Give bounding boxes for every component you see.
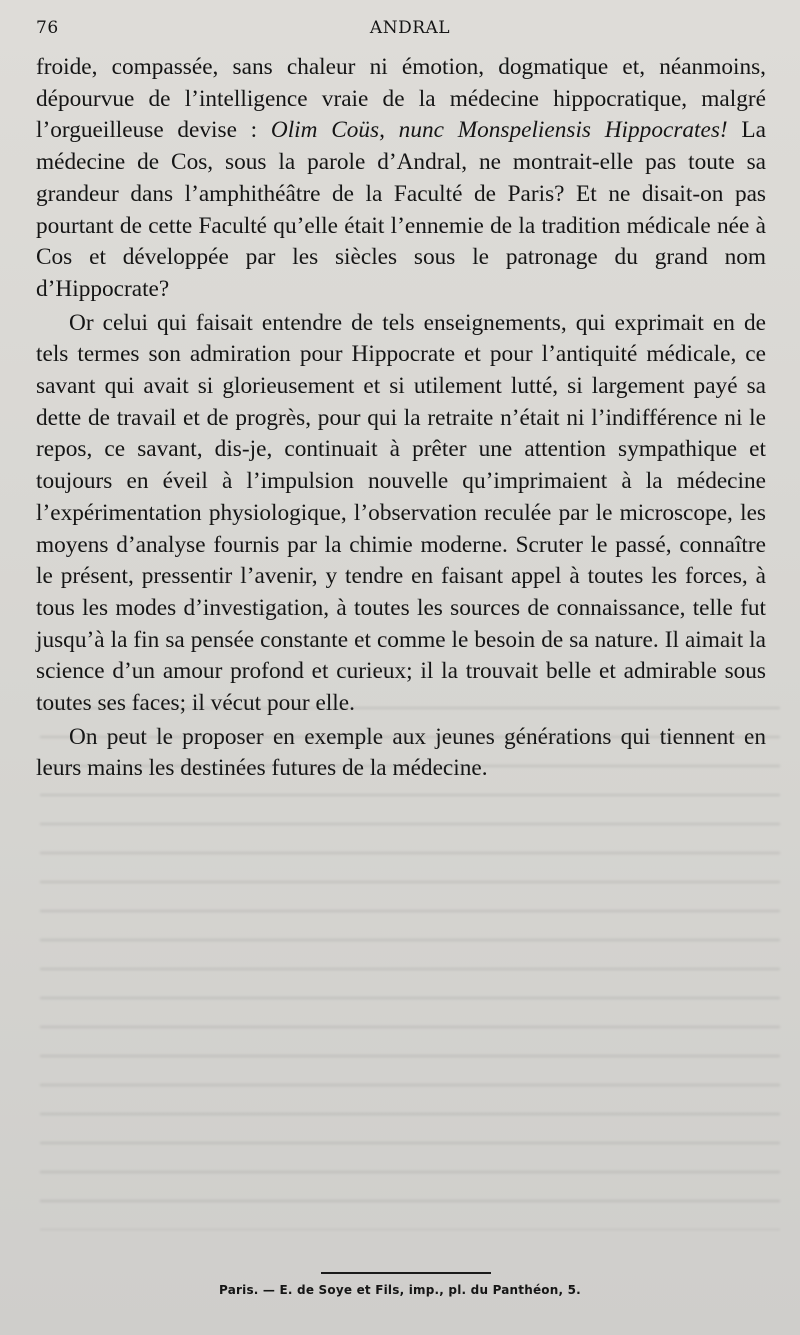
paragraph-3: On peut le proposer en exemple aux jeunes générations qui tiennent en leurs mains les destinées futures de la médecine. bbox=[36, 723, 766, 782]
paragraph-1-end: La médecine de Cos, sous la parole d’Andral, ne montrait-elle pas toute sa grandeur dans l’amphithéâtre de la Faculté de Paris? Et ne disait-on pas pourtant de cette Faculté qu’elle était l’ennemie de la tradition médicale née à Cos et développée par les siècles sous le patronage du grand nom d’Hippocrate? bbox=[36, 117, 766, 302]
page-header bbox=[36, 14, 764, 40]
printer-imprint: Paris. — E. de Soye et Fils, imp., pl. du Panthéon, 5. bbox=[219, 1283, 581, 1297]
body-text bbox=[36, 52, 766, 785]
footer-rule bbox=[321, 1272, 491, 1274]
paragraph-1-start: froide, compassée, sans chaleur ni émotion, dogmatique et, néanmoins, dépourvue de l’intelligence vraie de la médecine hippocratique, malgré l’orgueilleuse devise : bbox=[36, 54, 766, 144]
latin-quote: Olim Coüs, nunc Monspeliensis Hippocrates! bbox=[270, 117, 728, 144]
paragraph-2: Or celui qui faisait entendre de tels enseignements, qui exprimait en de tels termes son admiration pour Hippocrate et pour l’antiquité médicale, ce savant qui avait si glorieusement et si utilement lutté, si largement payé sa dette de travail et de progrès, pour qui la retraite n’était ni l’indifférence ni le repos, ce savant, dis-je, continuait à prêter une attention sympathique et toujours en éveil à l’impulsion nouvelle qu’imprimaient à la médecine l’expérimentation physiologique, l’observation reculée par le microscope, les moyens d’analyse fournis par la chimie moderne. Scruter le passé, connaître le présent, pressentir l’avenir, y tendre en faisant appel à toutes les forces, à tous les modes d’investigation, à toutes les sources de connaissance, telle fut jusqu’à la fin sa pensée constante et comme le besoin de sa nature. Il aimait la science d’un amour profond et curieux; il la trouvait belle et admirable sous toutes ses faces; il vécut pour elle. bbox=[36, 309, 766, 717]
paragraph-1 bbox=[36, 52, 766, 306]
running-head: ANDRAL bbox=[369, 18, 451, 38]
page-number: 76 bbox=[36, 18, 59, 38]
